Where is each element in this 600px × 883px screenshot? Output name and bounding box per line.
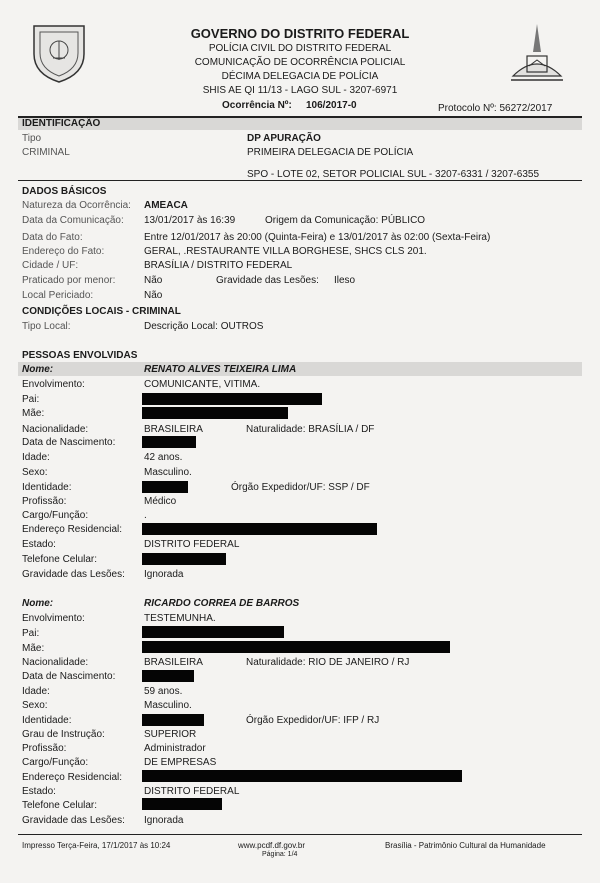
p1-endereco-redacted: [142, 523, 377, 535]
p2-endereco-label: Endereço Residencial:: [22, 772, 123, 783]
p1-telefone-label: Telefone Celular:: [22, 554, 98, 565]
p1-pai-redacted: [142, 393, 322, 405]
natureza-label: Natureza da Ocorrência:: [22, 200, 131, 211]
endereco-fato-value: GERAL, .RESTAURANTE VILLA BORGHESE, SHCS CLS 201.: [144, 246, 427, 257]
periciado-value: Não: [144, 290, 163, 301]
data-fato-value: Entre 12/01/2017 às 20:00 (Quinta-Feira) e 13/01/2017 às 02:00 (Sexta-Feira): [144, 232, 491, 243]
p2-nacionalidade: BRASILEIRA: [144, 657, 203, 668]
protocolo-number: Protocolo Nº: 56272/2017: [438, 103, 553, 114]
p1-telefone-redacted: [142, 553, 226, 565]
footer-divider: [18, 834, 582, 835]
tipo-value: CRIMINAL: [22, 147, 70, 158]
section-title-condicoes: CONDIÇÕES LOCAIS - CRIMINAL: [22, 306, 181, 317]
p1-endereco-label: Endereço Residencial:: [22, 524, 123, 535]
p2-instrucao: SUPERIOR: [144, 729, 197, 740]
menor-label: Praticado por menor:: [22, 275, 116, 286]
person-band-1: [18, 362, 582, 376]
p1-nacionalidade: BRASILEIRA: [144, 424, 203, 435]
p2-instrucao-label: Grau de Instrução:: [22, 729, 105, 740]
p2-estado: DISTRITO FEDERAL: [144, 786, 240, 797]
p1-envolvimento: COMUNICANTE, VITIMA.: [144, 379, 261, 390]
p1-sexo: Masculino.: [144, 467, 192, 478]
data-comunicacao-label: Data da Comunicação:: [22, 215, 124, 226]
p2-naturalidade: Naturalidade: RIO DE JANEIRO / RJ: [246, 657, 410, 668]
p2-idade: 59 anos.: [144, 686, 183, 697]
p1-nascimento-redacted: [142, 436, 196, 448]
origem-comunicacao: Origem da Comunicação: PÚBLICO: [265, 215, 426, 226]
data-fato-label: Data do Fato:: [22, 232, 83, 243]
p2-nome-label: Nome:: [22, 598, 54, 609]
footer-patrimonio: Brasília - Patrimônio Cultural da Humanidade: [385, 841, 546, 850]
p2-cargo: DE EMPRESAS: [144, 757, 217, 768]
section-title-pessoas: PESSOAS ENVOLVIDAS: [22, 350, 138, 361]
delegacia-address: SPO - LOTE 02, SETOR POLICIAL SUL - 3207-6331 / 3207-6355: [247, 169, 540, 180]
p2-nascimento-label: Data de Nascimento:: [22, 671, 116, 682]
gravidade-value: Ileso: [334, 275, 356, 286]
ocorrencia-number: 106/2017-0: [306, 100, 357, 111]
p2-envolvimento-label: Envolvimento:: [22, 613, 85, 624]
p1-sexo-label: Sexo:: [22, 467, 48, 478]
header-line4: DÉCIMA DELEGACIA DE POLÍCIA: [221, 71, 379, 82]
p1-idade: 42 anos.: [144, 452, 183, 463]
p2-envolvimento: TESTEMUNHA.: [144, 613, 216, 624]
tipo-label: Tipo: [22, 133, 42, 144]
p1-estado: DISTRITO FEDERAL: [144, 539, 240, 550]
p2-sexo: Masculino.: [144, 700, 192, 711]
header-line5: SHIS AE QI 11/13 - LAGO SUL - 3207-6971: [202, 85, 398, 96]
section-title-identificacao: IDENTIFICAÇÃO: [22, 118, 101, 129]
gravidade-label: Gravidade das Lesões:: [216, 275, 319, 286]
p1-nome: RENATO ALVES TEIXEIRA LIMA: [144, 364, 297, 375]
descricao-local: Descrição Local: OUTROS: [144, 321, 264, 332]
p2-sexo-label: Sexo:: [22, 700, 48, 711]
p2-endereco-redacted: [142, 770, 462, 782]
p2-telefone-label: Telefone Celular:: [22, 800, 98, 811]
p1-nome-label: Nome:: [22, 364, 54, 375]
p1-mae-redacted: [142, 407, 288, 419]
p2-mae-label: Mãe:: [22, 643, 45, 654]
p2-cargo-label: Cargo/Função:: [22, 757, 89, 768]
p1-idade-label: Idade:: [22, 452, 50, 463]
footer-page: Página: 1/4: [262, 851, 298, 858]
p1-pai-label: Pai:: [22, 394, 40, 405]
p2-gravidade-label: Gravidade das Lesões:: [22, 815, 125, 826]
section-band-identificacao: [18, 118, 582, 130]
p2-pai-redacted: [142, 626, 284, 638]
police-badge-logo: [28, 20, 90, 84]
data-comunicacao-value: 13/01/2017 às 16:39: [144, 215, 236, 226]
delegacia-name: PRIMEIRA DELEGACIA DE POLÍCIA: [247, 147, 414, 158]
p2-gravidade: Ignorada: [144, 815, 184, 826]
p2-mae-redacted: [142, 641, 450, 653]
section-title-dados-basicos: DADOS BÁSICOS: [22, 186, 107, 197]
p2-profissao: Administrador: [144, 743, 206, 754]
p1-nascimento-label: Data de Nascimento:: [22, 437, 116, 448]
p1-nacionalidade-label: Nacionalidade:: [22, 424, 89, 435]
header-line3: COMUNICAÇÃO DE OCORRÊNCIA POLICIAL: [194, 57, 406, 68]
p2-identidade-redacted: [142, 714, 204, 726]
p2-profissao-label: Profissão:: [22, 743, 67, 754]
p1-naturalidade: Naturalidade: BRASÍLIA / DF: [246, 424, 375, 435]
p1-profissao: Médico: [144, 496, 177, 507]
p2-nascimento-redacted: [142, 670, 194, 682]
footer-site: www.pcdf.df.gov.br: [238, 841, 305, 850]
p2-nacionalidade-label: Nacionalidade:: [22, 657, 89, 668]
tipo-local-label: Tipo Local:: [22, 321, 71, 332]
menor-value: Não: [144, 275, 163, 286]
p2-nome: RICARDO CORREA DE BARROS: [144, 598, 300, 609]
header-title: GOVERNO DO DISTRITO FEDERAL: [190, 26, 410, 41]
periciado-label: Local Periciado:: [22, 290, 94, 301]
p2-telefone-redacted: [142, 798, 222, 810]
p1-mae-label: Mãe:: [22, 408, 45, 419]
p1-cargo: .: [144, 510, 147, 521]
df-coat-of-arms-logo: [505, 22, 569, 90]
ocorrencia-label: Ocorrência Nº:: [222, 100, 292, 111]
p2-identidade-label: Identidade:: [22, 715, 72, 726]
p1-orgao: Órgão Expedidor/UF: SSP / DF: [231, 482, 370, 493]
p1-identidade-label: Identidade:: [22, 482, 72, 493]
p1-estado-label: Estado:: [22, 539, 56, 550]
p1-envolvimento-label: Envolvimento:: [22, 379, 85, 390]
endereco-fato-label: Endereço do Fato:: [22, 246, 105, 257]
p1-identidade-redacted: [142, 481, 188, 493]
dp-apuracao: DP APURAÇÃO: [247, 133, 321, 144]
p2-estado-label: Estado:: [22, 786, 56, 797]
p1-gravidade: Ignorada: [144, 569, 184, 580]
natureza-value: AMEACA: [144, 200, 188, 211]
p1-profissao-label: Profissão:: [22, 496, 67, 507]
p2-pai-label: Pai:: [22, 628, 40, 639]
cidade-label: Cidade / UF:: [22, 260, 79, 271]
p1-cargo-label: Cargo/Função:: [22, 510, 89, 521]
p1-gravidade-label: Gravidade das Lesões:: [22, 569, 125, 580]
cidade-value: BRASÍLIA / DISTRITO FEDERAL: [144, 260, 293, 271]
p2-idade-label: Idade:: [22, 686, 50, 697]
section-divider: [18, 180, 582, 181]
footer-impresso: Impresso Terça-Feira, 17/1/2017 às 10:24: [22, 841, 171, 850]
p2-orgao: Órgão Expedidor/UF: IFP / RJ: [246, 715, 380, 726]
header-line2: POLÍCIA CIVIL DO DISTRITO FEDERAL: [208, 43, 392, 54]
